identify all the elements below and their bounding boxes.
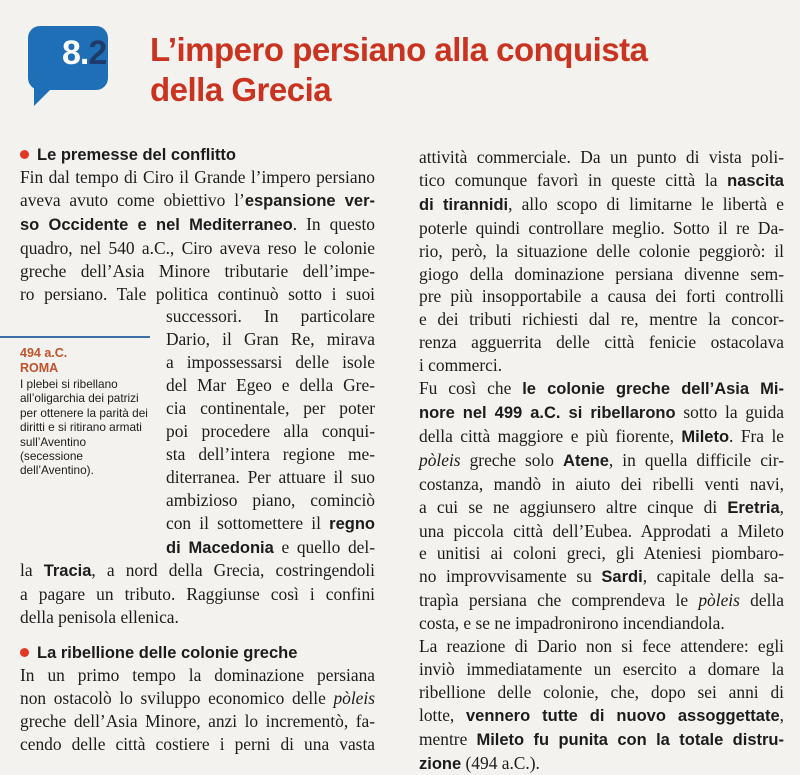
- section-badge-tail: [34, 84, 56, 106]
- section-number: 8.2: [62, 34, 107, 72]
- sidenote-year: 494 a.C.: [20, 346, 68, 360]
- right-column: [419, 146, 784, 775]
- section-subnumber: 2: [88, 34, 107, 72]
- sidenote-text: I plebei si ribellano all’oligarchia dei patrizi per ottenere la parità dei diritti e si ritirano armati sull’Aventino (secessione dell’Aventino).: [20, 377, 148, 478]
- chapter-title-line-2: della Grecia: [150, 71, 332, 108]
- paragraph-continuation: attività commerciale. Da un punto di vista poli- tico comunque favorì in queste città la nascita di tirannidi, allo scopo di limitarne le libertà e poterle quindi controllare meglio. Sotto il re Da- rio, però, la situazione delle colonie peggiorò: il giogo della dominazione persiana divenne sem- pre più insopportabile a causa dei forti controlli e dei tributi richiesti dal re, mentre la concor- renza agguerrita delle città fenicie ostacolava i commerci.: [419, 147, 784, 376]
- bullet-dot-icon: [20, 150, 29, 159]
- sidenote-place: ROMA: [20, 361, 59, 375]
- paragraph-reazione-dario: La reazione di Dario non si fece attendere: egli inviò immediatamente un esercito a domare la ribellione delle colonie, che, dopo sei anni di lotte, vennero tutte di nuovo assoggettate, mentre Mileto fu punita con la totale distru- zione (494 a.C.).: [419, 636, 785, 773]
- left-column: [20, 144, 375, 756]
- paragraph-ribellione-mileto: Fu così che le colonie greche dell’Asia Mi- nore nel 499 a.C. si ribellarono sotto la guida della città maggiore e più fiorente, Mileto. Fra le pòleis greche solo Atene, in quella difficile cir- costanza, mandò in aiuto dei ribelli venti navi, a cui se ne aggiunsero altre cinque di Eretria, una piccola città dell’Eubea. Approdati a Mileto e unitisi ai coloni greci, gli Ateniesi piombaro- no improvvisamente su Sardi, capitale della sa- trapìa persiana che comprendeva le pòleis della costa, e se ne impadronirono incendiandola.: [419, 378, 785, 634]
- paragraph-premesse: Fin dal tempo di Ciro il Grande l’impero persiano aveva avuto come obiettivo l’espansione ver- so Occidente e nel Mediterraneo. In questo quadro, nel 540 a.C., Ciro aveva reso le colonie greche dell’Asia Minore tributarie dell’impe- ro persiano. Tale politica continuò sotto i suoi successori. In particolare Dario, il Gran Re, mirava a impossessarsi delle isole del Mar Egeo e della Gre- cia continentale, per poter poi procedere alla conqui- sta dell’intera regione me- diterranea. Per attuare il suo ambizioso piano, cominciò con il sottomettere il regno di Macedonia e quello del- la Tracia, a nord della Grecia, costringendoli a pagare un tributo. Raggiunse così i confini della penisola ellenica.: [20, 167, 375, 628]
- chapter-title: [150, 30, 647, 110]
- chapter-title-line-1: L’impero persiano alla conquista: [150, 31, 648, 68]
- section-heading-ribellione: La ribellione delle colonie greche: [20, 642, 375, 664]
- section-heading-premesse: Le premesse del conflitto: [20, 144, 375, 166]
- highlight-expansion: espansione ver-: [244, 191, 375, 210]
- bullet-dot-icon: [20, 648, 29, 657]
- paragraph-ribellione: In un primo tempo la dominazione persiana non ostacolò lo sviluppo economico delle pòleis greche dell’Asia Minore, anzi lo incrementò, fa- cendo delle città costiere i perni di una vasta: [20, 665, 375, 754]
